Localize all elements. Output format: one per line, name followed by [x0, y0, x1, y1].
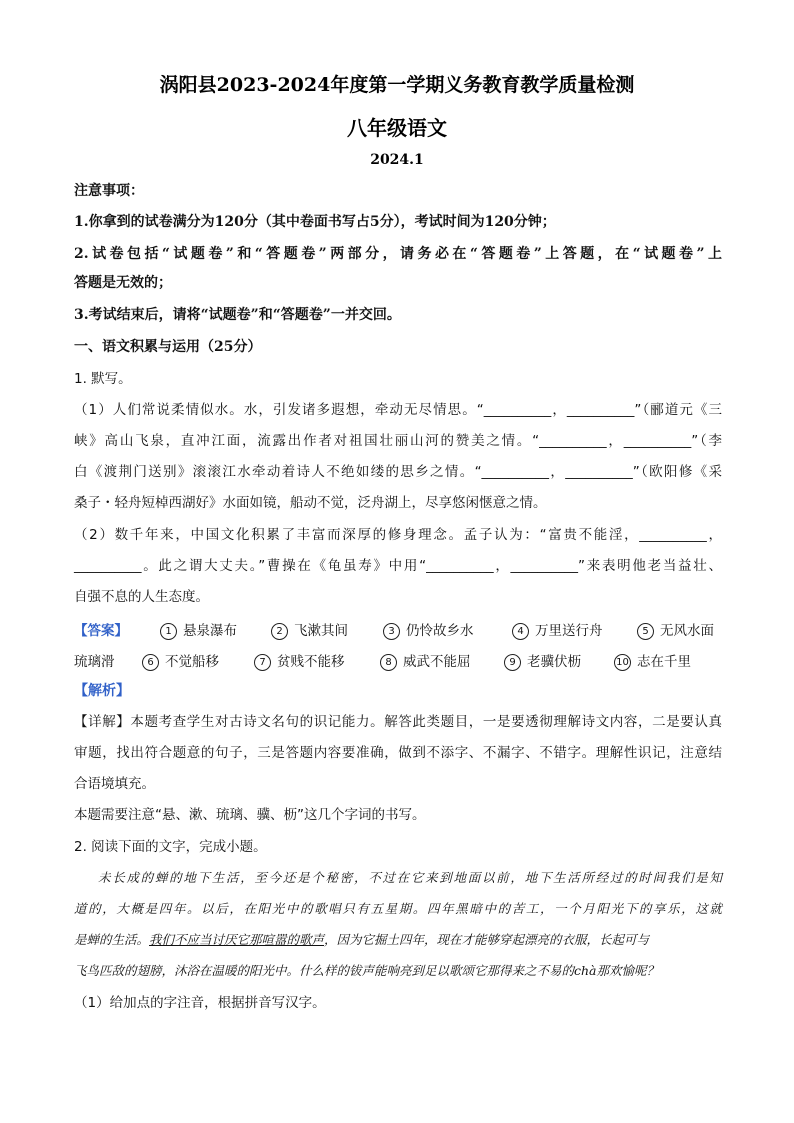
answer-text: 仍怜故乡水	[406, 623, 474, 639]
question-1-part-1-line-2: 峡》高山飞泉，直冲江面，流露出作者对祖国壮丽山河的赞美之情。“__________，__________”（李	[74, 433, 722, 449]
analysis-detail-line-1: 【详解】本题考查学生对古诗文名句的识记能力。解答此类题目，一是要透彻理解诗文内容，二是要认真	[74, 714, 722, 730]
answer-text: 老骥伏枥	[527, 654, 581, 670]
passage-line-3	[74, 930, 722, 950]
question-2-sub-1: （1）给加点的字注音，根据拼音写汉字。	[74, 995, 326, 1011]
answer-text: 飞漱其间	[294, 623, 348, 639]
question-1-part-1-line-4: 桑子・轻舟短棹西湖好》水面如镜，船动不觉，泛舟湖上，尽享悠闲惬意之情。	[74, 495, 547, 511]
answer-text: 贫贱不能移	[277, 654, 345, 670]
answer-text: 志在千里	[637, 654, 691, 670]
answer-text: 无风水面	[660, 623, 714, 639]
question-1-part-2-line-3: 自强不息的人生态度。	[74, 589, 209, 605]
circled-number: 1	[160, 623, 177, 640]
answer-item	[142, 650, 219, 671]
circled-number: 4	[512, 623, 529, 640]
circled-number: 2	[271, 623, 288, 640]
analysis-detail-line-2: 审题，找出符合题意的句子，三是答题内容要准确，做到不添字、不漏字、不错字。理解性识记，注意结	[74, 745, 722, 761]
answer-text: 悬泉瀑布	[183, 623, 237, 639]
answer-text-continued: 琉璃滑	[74, 654, 115, 670]
answer-item	[160, 619, 237, 640]
answer-text: 不觉船移	[165, 654, 219, 670]
circled-number: 5	[637, 623, 654, 640]
underlined-sentence: 我们不应当讨厌它那喧嚣的歌声	[149, 932, 325, 947]
notice-item-2-line-1: 2.试卷包括“试题卷”和“答题卷”两部分，请务必在“答题卷”上答题，在“试题卷”上	[74, 246, 722, 262]
notice-heading: 注意事项：	[74, 183, 144, 199]
section-heading: 一、语文积累与运用（25分）	[74, 339, 262, 355]
analysis-detail-line-3: 合语境填充。	[74, 776, 155, 792]
answer-item	[614, 650, 691, 671]
answer-item	[512, 619, 603, 640]
answer-row-1	[74, 619, 722, 641]
exam-subtitle: 八年级语文	[347, 116, 447, 140]
passage-line-2: 道的，大概是四年。以后，在阳光中的歌唱只有五星期。四年黑暗中的苦工，一个月阳光下的享乐，这就	[74, 901, 722, 916]
passage-line-1: 未长成的蝉的地下生活，至今还是个秘密，不过在它来到地面以前，地下生活所经过的时间我们是知	[98, 870, 722, 885]
circled-number: 3	[383, 623, 400, 640]
answer-label: 【答案】	[74, 623, 128, 639]
circled-number: 8	[380, 654, 397, 671]
passage-text: 是蝉的生活。	[74, 932, 150, 947]
answer-item	[271, 619, 348, 640]
notice-item-3: 3.考试结束后，请将“试题卷”和“答题卷”一并交回。	[74, 307, 401, 323]
answer-item	[504, 650, 581, 671]
passage-line-4: 飞鸟匹敌的翅膀，沐浴在温暖的阳光中。什么样的钹声能响亮到足以歌颂它那得来之不易的chà那欢愉呢？	[74, 963, 660, 978]
circled-number: 9	[504, 654, 521, 671]
question-1-label: 1. 默写。	[74, 371, 132, 387]
question-2-label: 2. 阅读下面的文字，完成小题。	[74, 839, 267, 855]
exam-title: 涡阳县2023-2024年度第一学期义务教育教学质量检测	[159, 74, 635, 96]
circled-number: 6	[142, 654, 159, 671]
answer-item	[383, 619, 474, 640]
answer-item	[637, 619, 714, 640]
circled-number: 7	[254, 654, 271, 671]
answer-text: 威武不能屈	[403, 654, 471, 670]
question-1-part-1-line-1: （1）人们常说柔情似水。水，引发诸多遐想，牵动无尽情思。“__________，__________”（郦道元《三	[74, 402, 722, 418]
passage-text: ，因为它掘土四年，现在才能够穿起漂亮的衣服，长起可与	[324, 932, 650, 947]
analysis-note: 本题需要注意“悬、漱、琉璃、骥、枥”这几个字词的书写。	[74, 807, 426, 823]
analysis-label: 【解析】	[74, 683, 130, 699]
circled-number: 10	[614, 654, 631, 671]
question-1-part-2-line-2: __________。此之谓大丈夫。”曹操在《龟虽寿》中用“__________，__________”来表明他老当益壮、	[74, 558, 722, 574]
question-1-part-2-line-1: （2）数千年来，中国文化积累了丰富而深厚的修身理念。孟子认为：“富贵不能淫，__________，	[74, 527, 722, 543]
answer-text: 万里送行舟	[535, 623, 603, 639]
notice-item-1: 1.你拿到的试卷满分为120分（其中卷面书写占5分），考试时间为120分钟；	[74, 214, 556, 230]
answer-row-2	[74, 650, 722, 672]
answer-item	[380, 650, 471, 671]
answer-item	[254, 650, 345, 671]
question-1-part-1-line-3: 白《渡荆门送别》滚滚江水牵动着诗人不绝如缕的思乡之情。“__________，__________”（欧阳修《采	[74, 464, 722, 480]
notice-item-2-line-2: 答题是无效的；	[74, 275, 172, 291]
exam-date: 2024.1	[370, 152, 424, 168]
